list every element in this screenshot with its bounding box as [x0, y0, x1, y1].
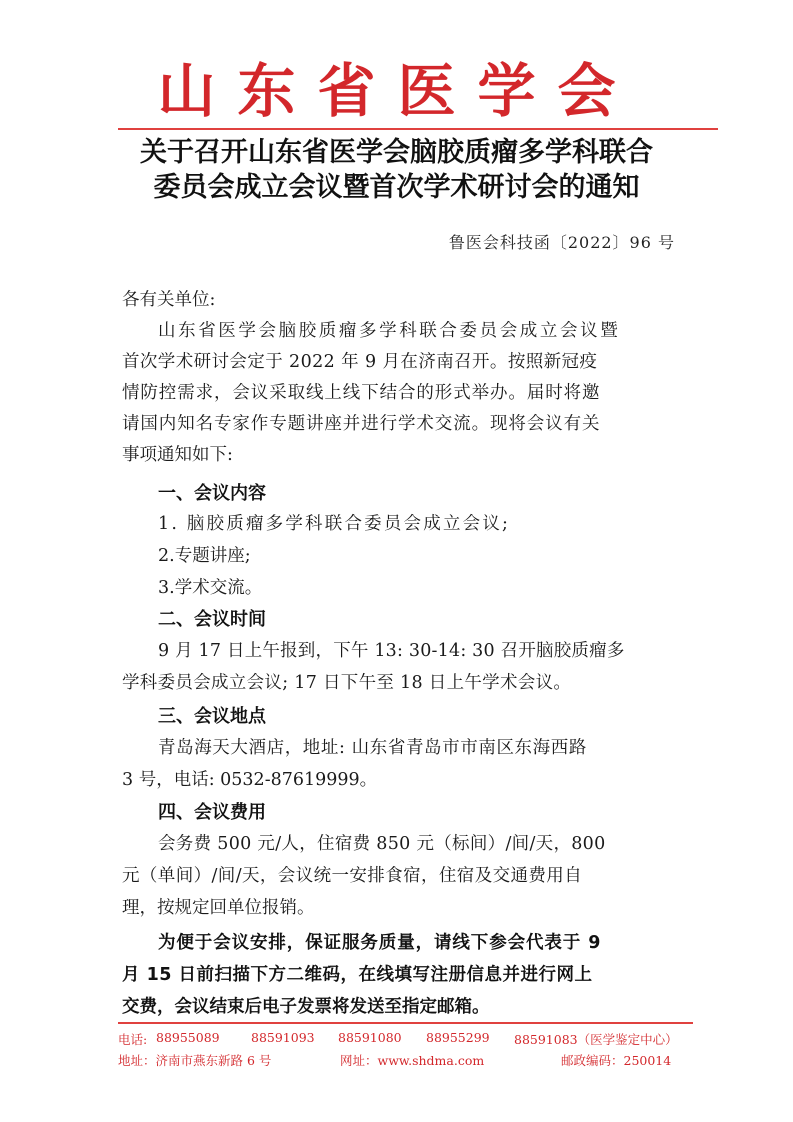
document-number: 鲁医会科技函〔2022〕96 号 [448, 233, 675, 252]
location-line: 青岛海天大酒店，地址: 山东省青岛市市南区东海西路 [158, 738, 587, 758]
footer-contact [118, 1051, 698, 1069]
notice-line: 交费，会议结束后电子发票将发送至指定邮箱。 [122, 997, 490, 1017]
time-line: 9 月 17 日上午报到，下午 13: 30-14: 30 召开脑胶质瘤多 [158, 641, 625, 661]
letterhead-divider [118, 128, 718, 130]
section-heading-location: 三、会议地点 [158, 706, 266, 727]
content-item: 3.学术交流。 [158, 578, 263, 598]
intro-line: 情防控需求，会议采取线上线下结合的形式举办。届时将邀 [122, 383, 601, 403]
intro-line: 山东省医学会脑胶质瘤多学科联合委员会成立会议暨 [158, 321, 621, 341]
footer-phone: 88955299 [426, 1030, 490, 1045]
footer-phone: 88591083（医学鉴定中心） [514, 1032, 678, 1047]
intro-line: 请国内知名专家作专题讲座并进行学术交流。现将会议有关 [122, 414, 601, 434]
section-heading-fees: 四、会议费用 [158, 802, 266, 823]
fees-line: 元（单间）/间/天，会议统一安排食宿，住宿及交通费用自 [122, 866, 583, 886]
salutation: 各有关单位: [122, 290, 216, 310]
title-line-2: 委员会成立会议暨首次学术研讨会的通知 [153, 172, 640, 203]
content-item: 2.专题讲座; [158, 546, 251, 566]
fees-line: 会务费 500 元/人，住宿费 850 元（标间）/间/天，800 [158, 834, 606, 854]
notice-line: 月 15 日前扫描下方二维码，在线填写注册信息并进行网上 [122, 965, 593, 985]
title-line-1: 关于召开山东省医学会脑胶质瘤多学科联合 [140, 137, 653, 168]
footer-phone: 88591093 [251, 1030, 315, 1045]
time-line: 学科委员会成立会议; 17 日下午至 18 日上午学术会议。 [122, 673, 572, 693]
intro-line: 首次学术研讨会定于 2022 年 9 月在济南召开。按照新冠疫 [122, 352, 598, 372]
footer-website: 网址：www.shdma.com [340, 1053, 485, 1068]
letterhead-org-name: 山东省医学会 [157, 57, 638, 125]
footer-phone: 88955089 [156, 1030, 220, 1045]
footer-phone: 88591080 [338, 1030, 402, 1045]
intro-line: 事项通知如下: [122, 445, 233, 465]
fees-line: 理，按规定回单位报销。 [122, 898, 315, 918]
footer-address: 地址：济南市燕东新路 6 号 [118, 1053, 272, 1068]
footer-postcode: 邮政编码：250014 [561, 1053, 672, 1068]
footer-phones [118, 1030, 698, 1048]
section-heading-time: 二、会议时间 [158, 609, 266, 630]
footer-divider [118, 1022, 693, 1024]
notice-line: 为便于会议安排，保证服务质量，请线下参会代表于 9 [158, 933, 602, 953]
location-line: 3 号，电话: 0532-87619999。 [122, 770, 378, 790]
content-item: 1. 脑胶质瘤多学科联合委员会成立会议; [158, 514, 511, 534]
footer-phone-label: 电话: [118, 1032, 148, 1047]
section-heading-content: 一、会议内容 [158, 483, 266, 504]
